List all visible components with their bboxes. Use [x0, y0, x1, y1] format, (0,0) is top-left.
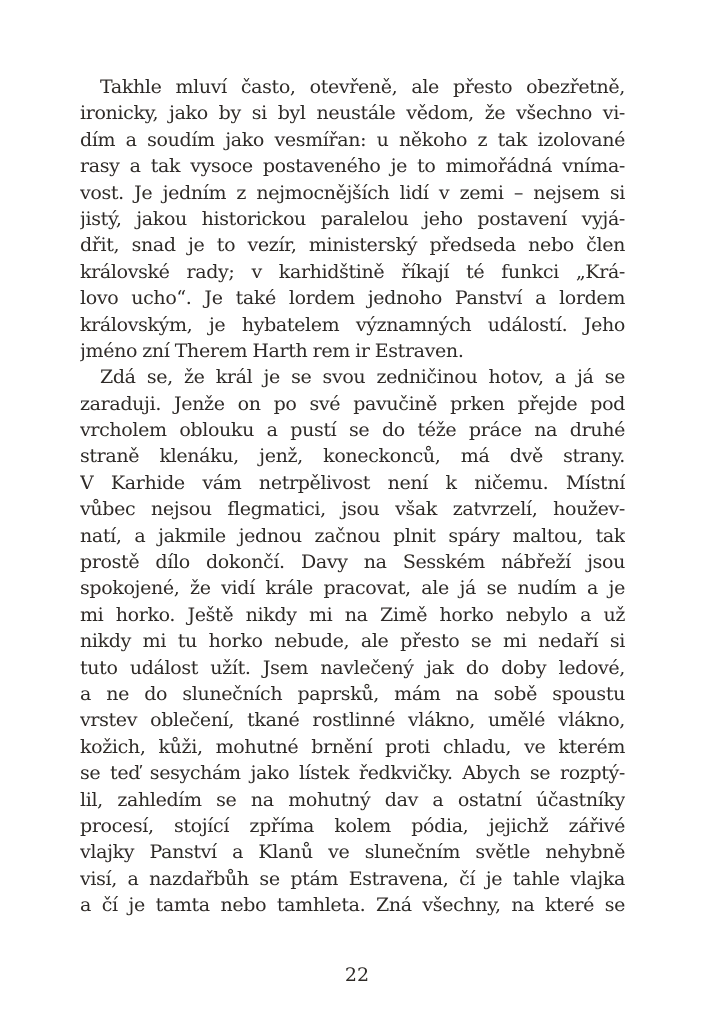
text-line: královským, je hybatelem významných událostí. Jeho: [80, 313, 625, 336]
paragraph-1: [80, 74, 625, 364]
text-line: natí, a jakmile jednou začnou plnit spáry maltou, tak: [80, 524, 625, 547]
text-line: ironicky, jako by si byl neustále vědom, že všechno vi-: [80, 102, 625, 125]
text-line: V Karhide vám netrpělivost není k ničemu. Místní: [80, 471, 625, 494]
text-line: vlajky Panství a Klanů ve slunečním světle nehybně: [80, 841, 625, 864]
text-line: vost. Je jedním z nejmocnějších lidí v zemi – nejsem si: [80, 181, 625, 204]
text-line: mi horko. Ještě nikdy mi na Zimě horko nebylo a už: [80, 603, 625, 626]
text-line: dřit, snad je to vezír, ministerský předseda nebo člen: [80, 234, 625, 257]
text-line: visí, a nazdařbůh se ptám Estravena, čí je tahle vlajka: [80, 867, 625, 890]
text-line: straně klenáku, jenž, koneckonců, má dvě strany.: [80, 445, 625, 468]
text-line: rasy a tak vysoce postaveného je to mimořádná vníma-: [80, 155, 625, 178]
body-text: [80, 74, 625, 945]
text-line: vůbec nejsou flegmatici, jsou však zatvrzelí, houžev-: [80, 498, 625, 521]
text-line: se teď sesychám jako lístek ředkvičky. Abych se rozptý-: [80, 762, 625, 785]
paragraph-2: [80, 364, 625, 945]
page-number: 22: [344, 964, 370, 986]
text-line: dím a soudím jako vesmířan: u někoho z tak izolované: [80, 128, 625, 151]
text-line: kožich, kůži, mohutné brnění proti chladu, ve kterém: [80, 735, 625, 758]
text-line: procesí, stojící zpříma kolem pódia, jejichž zářivé: [80, 814, 625, 837]
text-line: nikdy mi tu horko nebude, ale přesto se mi nedaří si: [80, 630, 625, 653]
text-line: a ne do slunečních paprsků, mám na sobě spoustu: [80, 682, 625, 705]
text-line: královské rady; v karhidštině říkají té funkci „Krá-: [80, 260, 625, 283]
text-line: vrcholem oblouku a pustí se do téže práce na druhé: [80, 419, 625, 442]
text-line: prostě dílo dokončí. Davy na Sesském nábřeží jsou: [80, 551, 625, 574]
text-line: jméno zní Therem Harth rem ir Estraven.: [80, 339, 464, 362]
text-line: a čí je tamta nebo tamhleta. Zná všechny, na které se: [80, 894, 625, 917]
text-line: vrstev oblečení, tkané rostlinné vlákno, umělé vlákno,: [80, 709, 625, 732]
text-line: zaraduji. Jenže on po své pavučině prken přejde pod: [80, 392, 625, 415]
text-line: lil, zahledím se na mohutný dav a ostatní účastníky: [80, 788, 625, 811]
text-line: lovo ucho“. Je také lordem jednoho Panství a lordem: [80, 287, 625, 310]
text-line: Zdá se, že král je se svou zedničinou hotov, a já se: [100, 366, 625, 389]
text-line: Takhle mluví často, otevřeně, ale přesto obezřetně,: [100, 76, 625, 98]
text-line: [80, 919, 625, 945]
text-line: jistý, jakou historickou paralelou jeho postavení vyjá-: [80, 207, 625, 230]
text-line: tuto událost užít. Jsem navlečený jak do doby ledové,: [80, 656, 625, 679]
text-line: spokojené, že vidí krále pracovat, ale já se nudím a je: [80, 577, 625, 600]
